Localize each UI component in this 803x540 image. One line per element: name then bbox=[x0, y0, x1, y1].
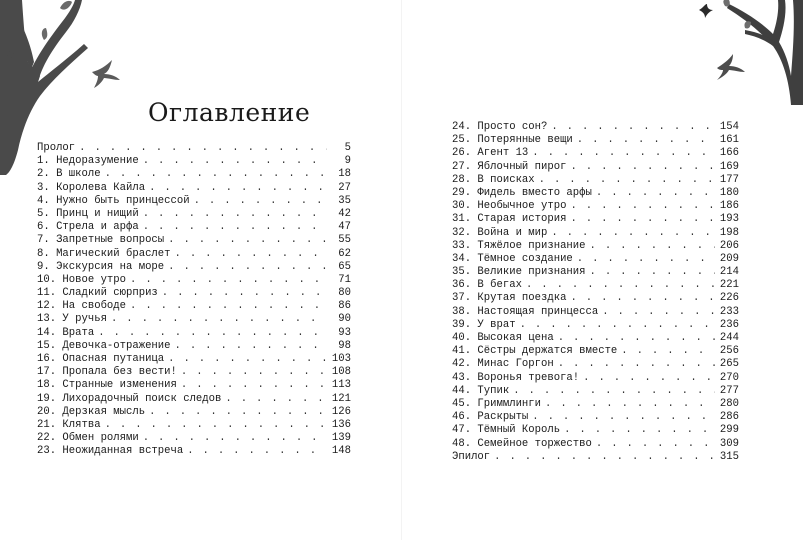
toc-entry-title: 27. Яблочный пирог bbox=[452, 160, 567, 173]
dot-leader bbox=[111, 313, 327, 326]
dot-leader bbox=[98, 327, 327, 340]
toc-entry-page-number: 286 bbox=[719, 411, 739, 424]
toc-entry-title: 46. Раскрыты bbox=[452, 411, 529, 424]
toc-entry bbox=[37, 327, 351, 340]
dot-leader bbox=[175, 340, 327, 353]
toc-entry-title: 48. Семейное торжество bbox=[452, 437, 592, 450]
toc-entry-page-number: 154 bbox=[719, 121, 739, 133]
toc-entry-page-number: 206 bbox=[719, 239, 739, 252]
toc-entry-title: 23. Неожиданная встреча bbox=[37, 445, 184, 458]
dot-leader bbox=[168, 261, 327, 274]
toc-entry-title: 41. Сёстры держатся вместе bbox=[452, 345, 618, 358]
toc-entry-title: 36. В бегах bbox=[452, 279, 522, 292]
toc-entry bbox=[37, 379, 351, 392]
toc-entry bbox=[452, 411, 739, 424]
toc-entry-page-number: 5 bbox=[344, 142, 351, 154]
toc-entry bbox=[37, 195, 351, 208]
toc-entry bbox=[37, 419, 351, 432]
toc-entry-page-number: 221 bbox=[719, 279, 739, 292]
dot-leader bbox=[539, 174, 715, 187]
page-title: Оглавление bbox=[148, 98, 311, 127]
dot-leader bbox=[577, 253, 715, 266]
dot-leader bbox=[551, 227, 715, 240]
toc-entry bbox=[452, 134, 739, 147]
toc-entry bbox=[452, 253, 739, 266]
toc-entry-title: 28. В поисках bbox=[452, 173, 535, 186]
toc-entry-title: 31. Старая история bbox=[452, 213, 567, 226]
toc-entry bbox=[452, 358, 739, 371]
toc-entry bbox=[37, 208, 351, 221]
toc-entry-title: 34. Тёмное создание bbox=[452, 252, 573, 265]
dot-leader bbox=[79, 142, 327, 155]
swallow-bird-icon bbox=[717, 54, 745, 80]
toc-entry-page-number: 9 bbox=[344, 155, 351, 168]
toc-entry-title: 38. Настоящая принцесса bbox=[452, 305, 599, 318]
toc-entry-page-number: 27 bbox=[338, 181, 351, 194]
toc-entry-page-number: 126 bbox=[331, 405, 351, 418]
toc-entry-page-number: 62 bbox=[338, 247, 351, 260]
dot-leader bbox=[143, 208, 327, 221]
toc-entry bbox=[452, 266, 739, 279]
toc-entry-title: 4. Нужно быть принцессой bbox=[37, 194, 190, 207]
toc-entry-title: 26. Агент 13 bbox=[452, 147, 529, 160]
dot-leader bbox=[558, 358, 715, 371]
toc-entry-page-number: 108 bbox=[331, 366, 351, 379]
toc-entry bbox=[452, 240, 739, 253]
dot-leader bbox=[596, 438, 715, 451]
toc-entry bbox=[37, 313, 351, 326]
dot-leader bbox=[590, 240, 715, 253]
toc-entry bbox=[452, 292, 739, 305]
dot-leader bbox=[532, 147, 715, 160]
swallow-bird-icon bbox=[92, 60, 120, 88]
toc-entry-title: Пролог bbox=[37, 142, 76, 154]
toc-entry bbox=[452, 385, 739, 398]
toc-entry-title: 2. В школе bbox=[37, 168, 101, 181]
toc-entry bbox=[452, 121, 739, 134]
toc-entry bbox=[452, 187, 739, 200]
toc-entry bbox=[452, 147, 739, 160]
toc-entry bbox=[37, 340, 351, 353]
toc-entry bbox=[37, 168, 351, 181]
toc-entry bbox=[452, 398, 739, 411]
toc-entry-page-number: 42 bbox=[338, 207, 351, 220]
toc-entry-page-number: 80 bbox=[338, 287, 351, 300]
toc-entry-title: 25. Потерянные вещи bbox=[452, 134, 573, 147]
dot-leader bbox=[105, 168, 327, 181]
dot-leader bbox=[225, 393, 327, 406]
toc-entry bbox=[37, 221, 351, 234]
dot-leader bbox=[168, 234, 327, 247]
toc-entry-title: 19. Лихорадочный поиск следов bbox=[37, 392, 222, 405]
toc-entry-title: Эпилог bbox=[452, 450, 491, 463]
dot-leader bbox=[551, 121, 715, 134]
toc-entry bbox=[452, 213, 739, 226]
toc-entry-title: 32. Война и мир bbox=[452, 226, 548, 239]
toc-entry-title: 20. Дерзкая мысль bbox=[37, 405, 146, 418]
toc-entry-title: 6. Стрела и арфа bbox=[37, 221, 139, 234]
toc-entry-page-number: 86 bbox=[338, 300, 351, 313]
toc-entry-title: 42. Минас Горгон bbox=[452, 358, 554, 371]
dot-leader bbox=[194, 195, 327, 208]
toc-entry-page-number: 209 bbox=[719, 252, 739, 265]
toc-entry bbox=[37, 274, 351, 287]
toc-entry bbox=[37, 182, 351, 195]
toc-entry-page-number: 121 bbox=[331, 392, 351, 405]
toc-entry-page-number: 256 bbox=[719, 345, 739, 358]
dot-leader bbox=[168, 353, 327, 366]
toc-entry bbox=[37, 300, 351, 313]
dot-leader bbox=[545, 398, 715, 411]
toc-entry-page-number: 233 bbox=[719, 305, 739, 318]
toc-entry-page-number: 214 bbox=[719, 266, 739, 279]
toc-entry-page-number: 299 bbox=[719, 424, 739, 437]
dot-leader bbox=[564, 424, 715, 437]
toc-entry-page-number: 180 bbox=[719, 186, 739, 199]
toc-entry-title: 15. Девочка-отражение bbox=[37, 339, 171, 352]
toc-entry bbox=[37, 393, 351, 406]
toc-entry-title: 40. Высокая цена bbox=[452, 332, 554, 344]
dot-leader bbox=[558, 332, 715, 345]
tree-branch-right bbox=[673, 0, 803, 105]
toc-entry bbox=[452, 279, 739, 292]
toc-entry-page-number: 47 bbox=[338, 221, 351, 234]
dot-leader bbox=[602, 306, 715, 319]
toc-entry bbox=[37, 155, 351, 168]
small-bird-icon bbox=[699, 4, 713, 18]
toc-entry-title: 13. У ручья bbox=[37, 313, 107, 326]
toc-entry-title: 18. Странные изменения bbox=[37, 379, 177, 392]
toc-entry bbox=[37, 432, 351, 445]
dot-leader bbox=[526, 279, 715, 292]
toc-entry-page-number: 315 bbox=[719, 450, 739, 463]
dot-leader bbox=[494, 451, 715, 464]
dot-leader bbox=[162, 287, 327, 300]
toc-entry-title: 35. Великие признания bbox=[452, 266, 586, 279]
toc-entry bbox=[37, 261, 351, 274]
dot-leader bbox=[187, 445, 327, 458]
toc-entry-page-number: 169 bbox=[719, 160, 739, 173]
dot-leader bbox=[175, 248, 327, 261]
toc-entry bbox=[452, 306, 739, 319]
toc-entry bbox=[452, 161, 739, 174]
toc-entry bbox=[37, 248, 351, 261]
toc-entry-page-number: 236 bbox=[719, 318, 739, 331]
dot-leader bbox=[181, 366, 327, 379]
dot-leader bbox=[149, 406, 327, 419]
toc-entry-title: 7. Запретные вопросы bbox=[37, 234, 165, 247]
dot-leader bbox=[105, 419, 327, 432]
toc-entry-page-number: 148 bbox=[331, 445, 351, 458]
toc-entry bbox=[37, 445, 351, 458]
toc-entry-page-number: 265 bbox=[719, 358, 739, 371]
dot-leader bbox=[570, 292, 715, 305]
toc-entry-title: 33. Тяжёлое признание bbox=[452, 239, 586, 252]
toc-entry bbox=[452, 345, 739, 358]
toc-entry-title: 30. Необычное утро bbox=[452, 200, 567, 213]
toc-entry-page-number: 93 bbox=[338, 326, 351, 339]
toc-entry-page-number: 98 bbox=[338, 339, 351, 352]
toc-entry bbox=[452, 372, 739, 385]
toc-entry-title: 24. Просто сон? bbox=[452, 121, 548, 133]
toc-entry-title: 39. У врат bbox=[452, 318, 516, 331]
toc-entry bbox=[452, 438, 739, 451]
toc-entry-page-number: 244 bbox=[719, 332, 739, 344]
dot-leader bbox=[570, 200, 715, 213]
toc-entry-title: 47. Тёмный Король bbox=[452, 424, 561, 437]
toc-entry bbox=[452, 424, 739, 437]
toc-entry bbox=[452, 332, 739, 345]
toc-entry-page-number: 18 bbox=[338, 168, 351, 181]
toc-entry-title: 11. Сладкий сюрприз bbox=[37, 287, 158, 300]
toc-list-left bbox=[37, 142, 351, 459]
dot-leader bbox=[590, 266, 715, 279]
toc-entry bbox=[37, 234, 351, 247]
toc-entry-page-number: 71 bbox=[338, 273, 351, 286]
toc-entry bbox=[37, 353, 351, 366]
toc-entry-page-number: 161 bbox=[719, 134, 739, 147]
page-gutter bbox=[401, 0, 402, 540]
toc-entry bbox=[452, 174, 739, 187]
toc-entry-title: 14. Врата bbox=[37, 326, 95, 339]
toc-entry-page-number: 186 bbox=[719, 200, 739, 213]
toc-entry bbox=[452, 200, 739, 213]
toc-entry-title: 5. Принц и нищий bbox=[37, 207, 139, 220]
toc-entry-page-number: 226 bbox=[719, 292, 739, 305]
dot-leader bbox=[130, 300, 327, 313]
toc-entry bbox=[452, 451, 739, 464]
dot-leader bbox=[181, 379, 327, 392]
dot-leader bbox=[596, 187, 715, 200]
toc-entry-page-number: 270 bbox=[719, 371, 739, 384]
toc-entry bbox=[452, 319, 739, 332]
dot-leader bbox=[513, 385, 715, 398]
toc-entry-title: 45. Гриммлинги bbox=[452, 397, 542, 410]
toc-entry-title: 12. На свободе bbox=[37, 300, 127, 313]
toc-entry-title: 44. Тупик bbox=[452, 384, 510, 397]
dot-leader bbox=[143, 155, 327, 168]
toc-entry-page-number: 309 bbox=[719, 437, 739, 450]
toc-entry-title: 3. Королева Кайла bbox=[37, 181, 146, 194]
toc-entry-title: 1. Недоразумение bbox=[37, 155, 139, 168]
dot-leader bbox=[130, 274, 327, 287]
toc-entry-title: 43. Воронья тревога! bbox=[452, 371, 580, 384]
toc-entry bbox=[37, 366, 351, 379]
toc-entry-page-number: 139 bbox=[331, 432, 351, 445]
toc-entry-title: 10. Новое утро bbox=[37, 273, 127, 286]
toc-entry-page-number: 35 bbox=[338, 194, 351, 207]
toc-entry-title: 17. Пропала без вести! bbox=[37, 366, 177, 379]
toc-entry-page-number: 103 bbox=[331, 353, 351, 365]
toc-entry-title: 16. Опасная путаница bbox=[37, 353, 165, 365]
toc-entry-page-number: 166 bbox=[719, 147, 739, 160]
dot-leader bbox=[621, 345, 715, 358]
dot-leader bbox=[149, 182, 327, 195]
toc-entry bbox=[37, 287, 351, 300]
dot-leader bbox=[143, 221, 327, 234]
toc-entry-page-number: 193 bbox=[719, 213, 739, 226]
toc-entry-title: 21. Клятва bbox=[37, 418, 101, 431]
toc-entry-title: 8. Магический браслет bbox=[37, 247, 171, 260]
toc-entry-title: 37. Крутая поездка bbox=[452, 292, 567, 305]
toc-entry-page-number: 177 bbox=[719, 173, 739, 186]
toc-entry-page-number: 113 bbox=[331, 379, 351, 392]
toc-entry-page-number: 198 bbox=[719, 226, 739, 239]
toc-entry-page-number: 280 bbox=[719, 397, 739, 410]
toc-entry bbox=[37, 406, 351, 419]
dot-leader bbox=[143, 432, 327, 445]
dot-leader bbox=[520, 319, 715, 332]
toc-entry bbox=[452, 227, 739, 240]
toc-entry-title: 22. Обмен ролями bbox=[37, 432, 139, 445]
dot-leader bbox=[570, 161, 715, 174]
toc-entry-page-number: 55 bbox=[338, 234, 351, 247]
toc-entry-title: 29. Фидель вместо арфы bbox=[452, 186, 592, 199]
dot-leader bbox=[532, 411, 715, 424]
toc-entry-page-number: 90 bbox=[338, 313, 351, 326]
dot-leader bbox=[577, 134, 715, 147]
toc-entry-page-number: 277 bbox=[719, 384, 739, 397]
dot-leader bbox=[583, 372, 715, 385]
toc-entry bbox=[37, 142, 351, 155]
dot-leader bbox=[570, 213, 715, 226]
toc-entry-title: 9. Экскурсия на море bbox=[37, 260, 165, 273]
toc-entry-page-number: 136 bbox=[331, 418, 351, 431]
toc-list-right bbox=[452, 121, 739, 464]
toc-entry-page-number: 65 bbox=[338, 260, 351, 273]
